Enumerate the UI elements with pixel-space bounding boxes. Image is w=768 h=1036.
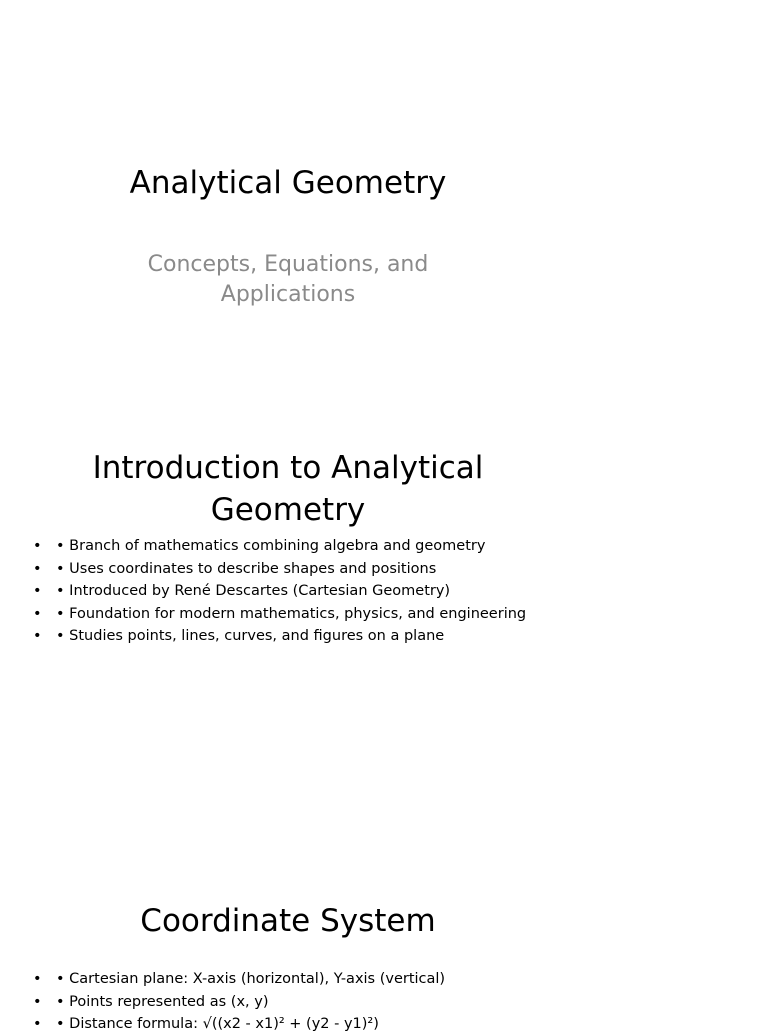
bullet-text: • Studies points, lines, curves, and figures on a plane — [56, 628, 445, 645]
bullet-list — [0, 968, 560, 1036]
list-item — [0, 580, 560, 603]
slide-coordinate-system — [0, 852, 576, 1033]
bullet-text: • Uses coordinates to describe shapes and positions — [56, 560, 437, 577]
bullet-text: • Cartesian plane: X-axis (horizontal), Y-axis (vertical) — [56, 971, 446, 987]
list-item — [0, 535, 560, 558]
list-item — [0, 968, 560, 991]
slide-introduction — [0, 420, 576, 852]
slide-subtitle: Concepts, Equations, and Applications — [147, 252, 429, 307]
list-item — [0, 558, 560, 581]
bullet-text: • Foundation for modern mathematics, physics, and engineering — [56, 605, 527, 622]
slide-title — [0, 0, 576, 420]
bullet-marker: • — [33, 971, 42, 987]
list-item — [0, 603, 560, 626]
bullet-marker: • — [33, 538, 42, 554]
list-item — [0, 1013, 560, 1036]
bullet-text: • Introduced by René Descartes (Cartesian Geometry) — [56, 583, 451, 600]
slide-title-heading: Analytical Geometry — [129, 165, 447, 201]
list-item — [0, 991, 560, 1014]
bullet-text: • Branch of mathematics combining algebra and geometry — [56, 538, 486, 554]
bullet-marker: • — [33, 993, 42, 1010]
bullet-text: • Points represented as (x, y) — [56, 993, 269, 1010]
bullet-list — [0, 535, 560, 648]
bullet-marker: • — [33, 560, 42, 577]
bullet-marker: • — [33, 628, 42, 645]
list-item — [0, 625, 560, 648]
bullet-marker: • — [33, 583, 42, 600]
bullet-marker: • — [33, 605, 42, 622]
bullet-text: • Distance formula: √((x2 - x1)² + (y2 - y1)²) — [56, 1016, 379, 1033]
slide-introduction-heading: Introduction to Analytical Geometry — [92, 450, 484, 528]
bullet-marker: • — [33, 1016, 42, 1033]
slide-coordinate-system-heading: Coordinate System — [140, 903, 436, 939]
